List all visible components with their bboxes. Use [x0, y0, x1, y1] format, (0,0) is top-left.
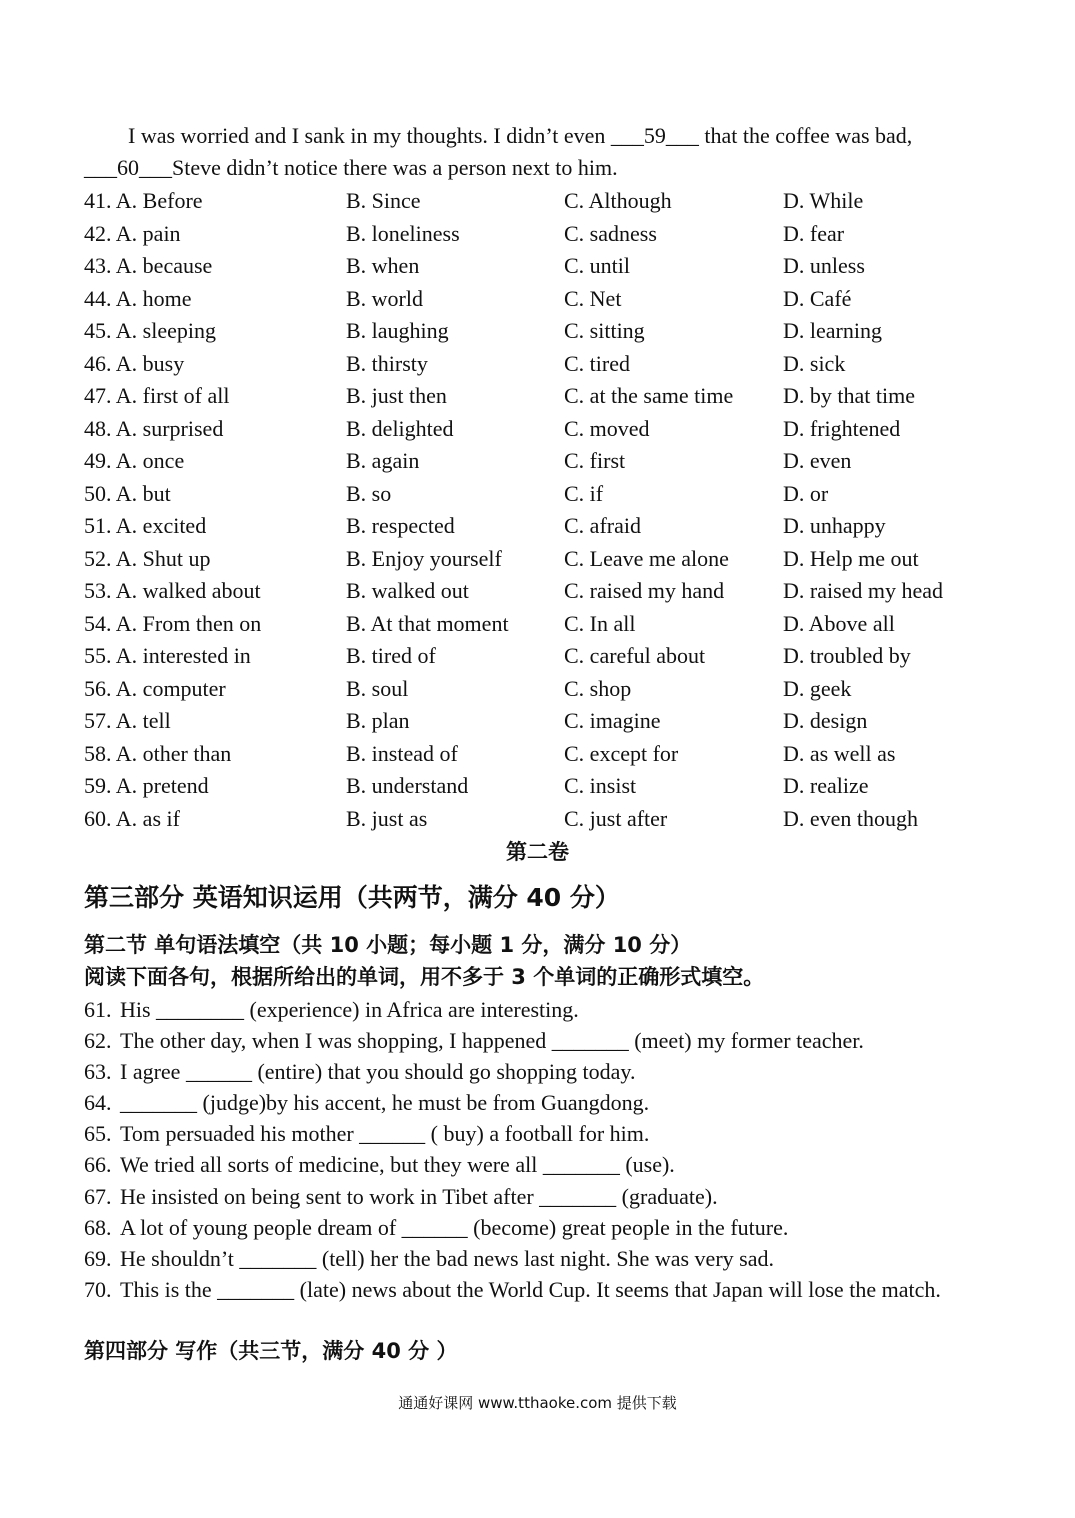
option-row	[84, 283, 999, 316]
option-a: 47. A. first of all	[84, 383, 230, 408]
option-b: B. loneliness	[346, 220, 460, 246]
option-b: B. just then	[346, 383, 447, 408]
option-a: 49. A. once	[84, 448, 185, 473]
option-d: D. even	[783, 448, 852, 473]
question-number: 64.	[84, 1090, 112, 1115]
option-a: 60. A. as if	[84, 805, 180, 831]
option-row	[84, 608, 999, 641]
part4-heading: 第四部分 写作（共三节，满分 40 分 ）	[84, 1339, 458, 1363]
option-b: B. delighted	[346, 415, 454, 441]
option-a: 43. A. because	[84, 253, 213, 278]
option-b: B. understand	[346, 773, 469, 798]
option-c: C. first	[564, 448, 626, 473]
volume-title: 第二卷	[506, 840, 569, 864]
option-row	[84, 640, 999, 673]
option-c: C. Net	[564, 285, 622, 311]
option-d: D. unless	[783, 253, 865, 278]
option-row	[84, 315, 999, 348]
option-d: D. learning	[783, 318, 882, 343]
option-a: 59. A. pretend	[84, 773, 209, 798]
option-b: B. tired of	[346, 643, 436, 668]
question-number: 67.	[84, 1184, 112, 1209]
option-c: C. careful about	[564, 643, 706, 668]
option-a: 44. A. home	[84, 285, 192, 311]
option-d: D. troubled by	[783, 643, 911, 668]
question-item	[84, 1243, 994, 1274]
option-d: D. or	[783, 480, 829, 506]
question-number: 68.	[84, 1215, 112, 1240]
question-text: The other day, when I was shopping, I happened _______ (meet) my former teacher.	[120, 1028, 864, 1053]
option-a: 50. A. but	[84, 480, 171, 506]
option-a: 41. A. Before	[84, 188, 203, 213]
option-b: B. At that moment	[346, 610, 509, 636]
option-c: C. shop	[564, 675, 632, 701]
question-item	[84, 1025, 994, 1056]
option-row	[84, 348, 999, 381]
question-text: We tried all sorts of medicine, but they were all _______ (use).	[120, 1152, 675, 1177]
option-a: 52. A. Shut up	[84, 545, 211, 571]
option-d: D. raised my head	[783, 578, 944, 603]
section2-instruction: 阅读下面各句，根据所给出的单词，用不多于 3 个单词的正确形式填空。	[84, 965, 765, 989]
option-a: 48. A. surprised	[84, 415, 224, 441]
option-b: B. just as	[346, 805, 428, 831]
question-item	[84, 1212, 994, 1243]
option-c: C. Although	[564, 188, 672, 213]
option-row	[84, 803, 999, 836]
option-row	[84, 185, 999, 218]
option-b: B. laughing	[346, 318, 449, 343]
option-a: 45. A. sleeping	[84, 318, 216, 343]
option-d: D. design	[783, 708, 868, 733]
question-text: He insisted on being sent to work in Tibet after _______ (graduate).	[120, 1184, 718, 1209]
option-row	[84, 218, 999, 251]
question-text: His ________ (experience) in Africa are interesting.	[120, 997, 579, 1022]
option-row	[84, 543, 999, 576]
question-text: He shouldn’t _______ (tell) her the bad news last night. She was very sad.	[120, 1246, 774, 1271]
option-c: C. tired	[564, 350, 630, 376]
question-number: 63.	[84, 1059, 112, 1084]
option-b: B. when	[346, 253, 420, 278]
option-b: B. Enjoy yourself	[346, 545, 502, 571]
question-item	[84, 1274, 994, 1305]
question-text: _______ (judge)by his accent, he must be from Guangdong.	[120, 1090, 650, 1115]
option-d: D. Above all	[783, 610, 895, 636]
option-d: D. geek	[783, 675, 852, 701]
question-number: 61.	[84, 997, 112, 1022]
option-row	[84, 413, 999, 446]
option-row	[84, 445, 999, 478]
option-b: B. plan	[346, 708, 410, 733]
option-a: 54. A. From then on	[84, 610, 262, 636]
question-item	[84, 1149, 994, 1180]
option-d: D. as well as	[783, 740, 896, 766]
option-c: C. Leave me alone	[564, 545, 729, 571]
option-d: D. sick	[783, 350, 846, 376]
question-number: 66.	[84, 1152, 112, 1177]
option-row	[84, 575, 999, 608]
option-c: C. at the same time	[564, 383, 734, 408]
part3-heading: 第三部分 英语知识运用（共两节，满分 40 分）	[84, 883, 620, 912]
question-text: Tom persuaded his mother ______ ( buy) a football for him.	[120, 1121, 650, 1146]
option-d: D. Help me out	[783, 545, 919, 571]
question-item	[84, 1087, 994, 1118]
option-row	[84, 770, 999, 803]
option-a: 51. A. excited	[84, 513, 207, 538]
option-c: C. moved	[564, 415, 650, 441]
option-row	[84, 478, 999, 511]
options-list	[84, 185, 999, 835]
question-text: I agree ______ (entire) that you should go shopping today.	[120, 1059, 636, 1084]
question-item	[84, 994, 994, 1025]
option-a: 46. A. busy	[84, 350, 185, 376]
option-d: D. unhappy	[783, 513, 886, 538]
option-row	[84, 705, 999, 738]
passage-paragraph: I was worried and I sank in my thoughts. I didn’t even ___59___ that the coffee was bad, ___60___Steve didn’t notice there was a person next to him.	[84, 123, 913, 180]
option-c: C. except for	[564, 740, 679, 766]
option-a: 57. A. tell	[84, 708, 171, 733]
question-number: 62.	[84, 1028, 112, 1053]
option-b: B. respected	[346, 513, 455, 538]
option-c: C. afraid	[564, 513, 641, 538]
option-b: B. world	[346, 285, 423, 311]
question-number: 69.	[84, 1246, 112, 1271]
option-a: 56. A. computer	[84, 675, 226, 701]
option-b: B. again	[346, 448, 420, 473]
option-c: C. sadness	[564, 220, 657, 246]
option-d: D. Café	[783, 285, 852, 311]
option-c: C. just after	[564, 805, 668, 831]
option-c: C. raised my hand	[564, 578, 725, 603]
option-a: 55. A. interested in	[84, 643, 251, 668]
option-b: B. soul	[346, 675, 409, 701]
option-row	[84, 673, 999, 706]
option-a: 58. A. other than	[84, 740, 232, 766]
question-number: 70.	[84, 1277, 112, 1302]
question-item	[84, 1181, 994, 1212]
option-b: B. Since	[346, 188, 421, 213]
option-b: B. instead of	[346, 740, 458, 766]
option-d: D. by that time	[783, 383, 915, 408]
option-row	[84, 510, 999, 543]
option-c: C. sitting	[564, 318, 645, 343]
option-d: D. fear	[783, 220, 845, 246]
option-a: 42. A. pain	[84, 220, 181, 246]
option-b: B. so	[346, 480, 392, 506]
footer-source: 通通好课网 www.tthaoke.com 提供下载	[398, 1394, 677, 1412]
option-a: 53. A. walked about	[84, 578, 261, 603]
option-b: B. walked out	[346, 578, 469, 603]
option-c: C. insist	[564, 773, 637, 798]
option-c: C. until	[564, 253, 631, 278]
option-row	[84, 380, 999, 413]
option-d: D. even though	[783, 805, 919, 831]
section2-heading: 第二节 单句语法填空（共 10 小题；每小题 1 分，满分 10 分）	[84, 933, 692, 957]
question-text: This is the _______ (late) news about the World Cup. It seems that Japan will lose the match.	[120, 1277, 941, 1302]
option-d: D. frightened	[783, 415, 901, 441]
option-c: C. imagine	[564, 708, 661, 733]
question-item	[84, 1056, 994, 1087]
option-d: D. While	[783, 188, 864, 213]
option-b: B. thirsty	[346, 350, 428, 376]
option-c: C. if	[564, 480, 604, 506]
question-text: A lot of young people dream of ______ (become) great people in the future.	[120, 1215, 789, 1240]
option-c: C. In all	[564, 610, 636, 636]
question-item	[84, 1118, 994, 1149]
option-d: D. realize	[783, 773, 869, 798]
question-number: 65.	[84, 1121, 112, 1146]
option-row	[84, 250, 999, 283]
option-row	[84, 738, 999, 771]
